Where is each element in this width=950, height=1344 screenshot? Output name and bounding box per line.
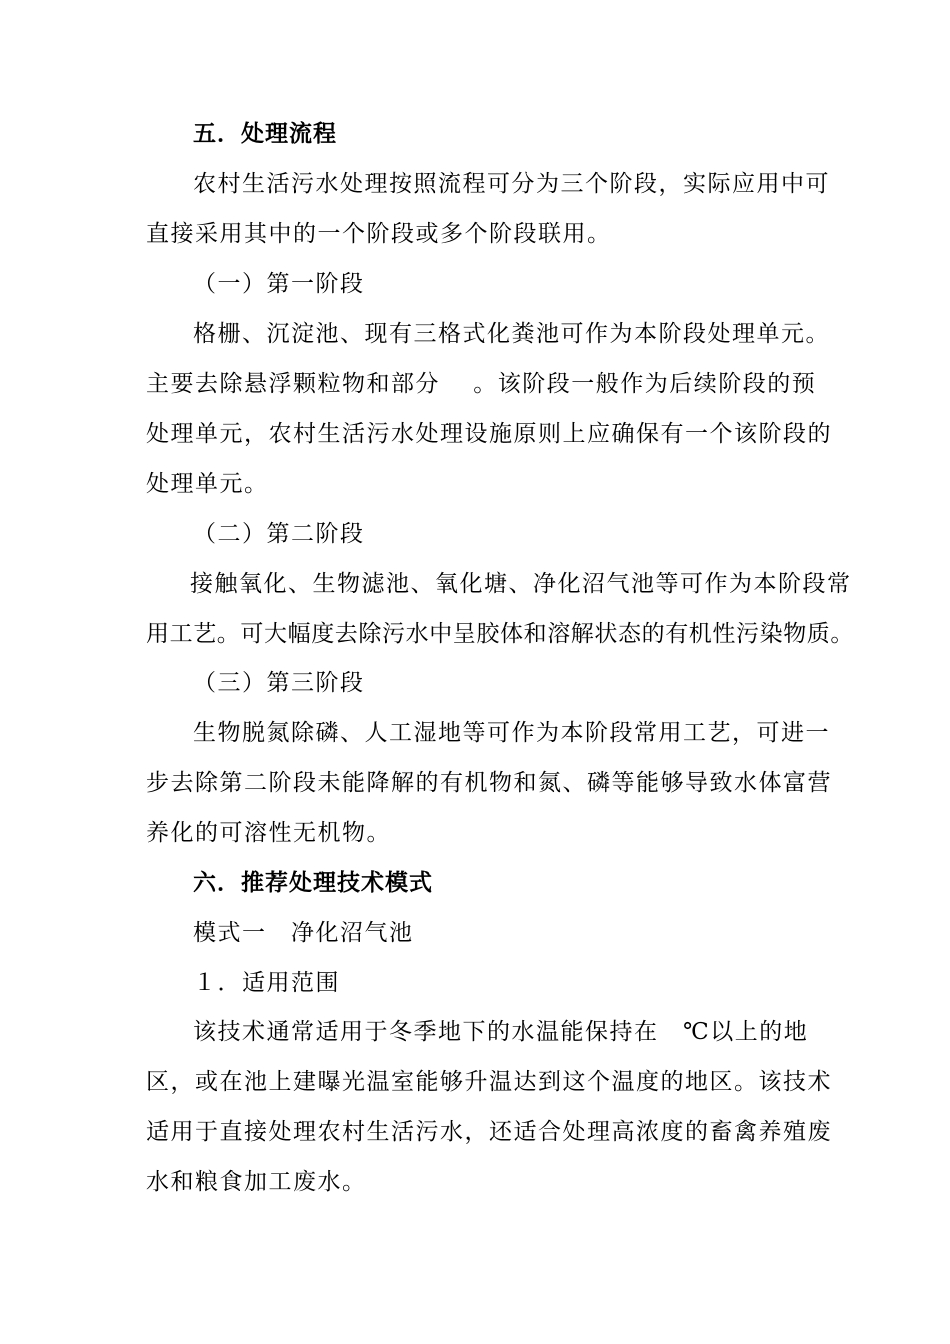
- paragraph-line: 该技术通常适用于冬季地下的水温能保持在 ℃以上的地: [193, 1019, 809, 1045]
- mode-heading: 模式一 净化沼气池: [193, 920, 414, 946]
- section-heading-6: 六．推荐处理技术模式: [193, 870, 433, 896]
- paragraph-line: 水和粮食加工废水。: [146, 1169, 367, 1195]
- scope-heading: １．适用范围: [193, 970, 340, 996]
- paragraph-line: 养化的可溶性无机物。: [146, 820, 391, 846]
- paragraph-line: 步去除第二阶段未能降解的有机物和氮、磷等能够导致水体富营: [146, 770, 832, 796]
- paragraph-line: 主要去除悬浮颗粒物和部分 。该阶段一般作为后续阶段的预: [146, 371, 817, 397]
- paragraph-line: 生物脱氮除磷、人工湿地等可作为本阶段常用工艺，可进一: [193, 720, 830, 746]
- paragraph-line: 处理单元，农村生活污水处理设施原则上应确保有一个该阶段的: [146, 421, 832, 447]
- subheading-stage-3: （三）第三阶段: [193, 670, 365, 696]
- paragraph-line: 处理单元。: [146, 471, 269, 497]
- paragraph-line: 格栅、沉淀池、现有三格式化粪池可作为本阶段处理单元。: [193, 321, 830, 347]
- paragraph-line: 适用于直接处理农村生活污水，还适合处理高浓度的畜禽养殖废: [146, 1119, 832, 1145]
- paragraph-line: 区，或在池上建曝光温室能够升温达到这个温度的地区。该技术: [146, 1069, 832, 1095]
- paragraph-line: 直接采用其中的一个阶段或多个阶段联用。: [146, 221, 612, 247]
- paragraph-line: 用工艺。可大幅度去除污水中呈胶体和溶解状态的有机性污染物质。: [146, 621, 854, 647]
- section-heading-5: 五．处理流程: [193, 121, 337, 147]
- subheading-stage-1: （一）第一阶段: [193, 271, 365, 297]
- paragraph-line: 农村生活污水处理按照流程可分为三个阶段，实际应用中可: [193, 171, 830, 197]
- paragraph-line: 接触氧化、生物滤池、氧化塘、净化沼气池等可作为本阶段常: [190, 571, 852, 597]
- subheading-stage-2: （二）第二阶段: [193, 521, 365, 547]
